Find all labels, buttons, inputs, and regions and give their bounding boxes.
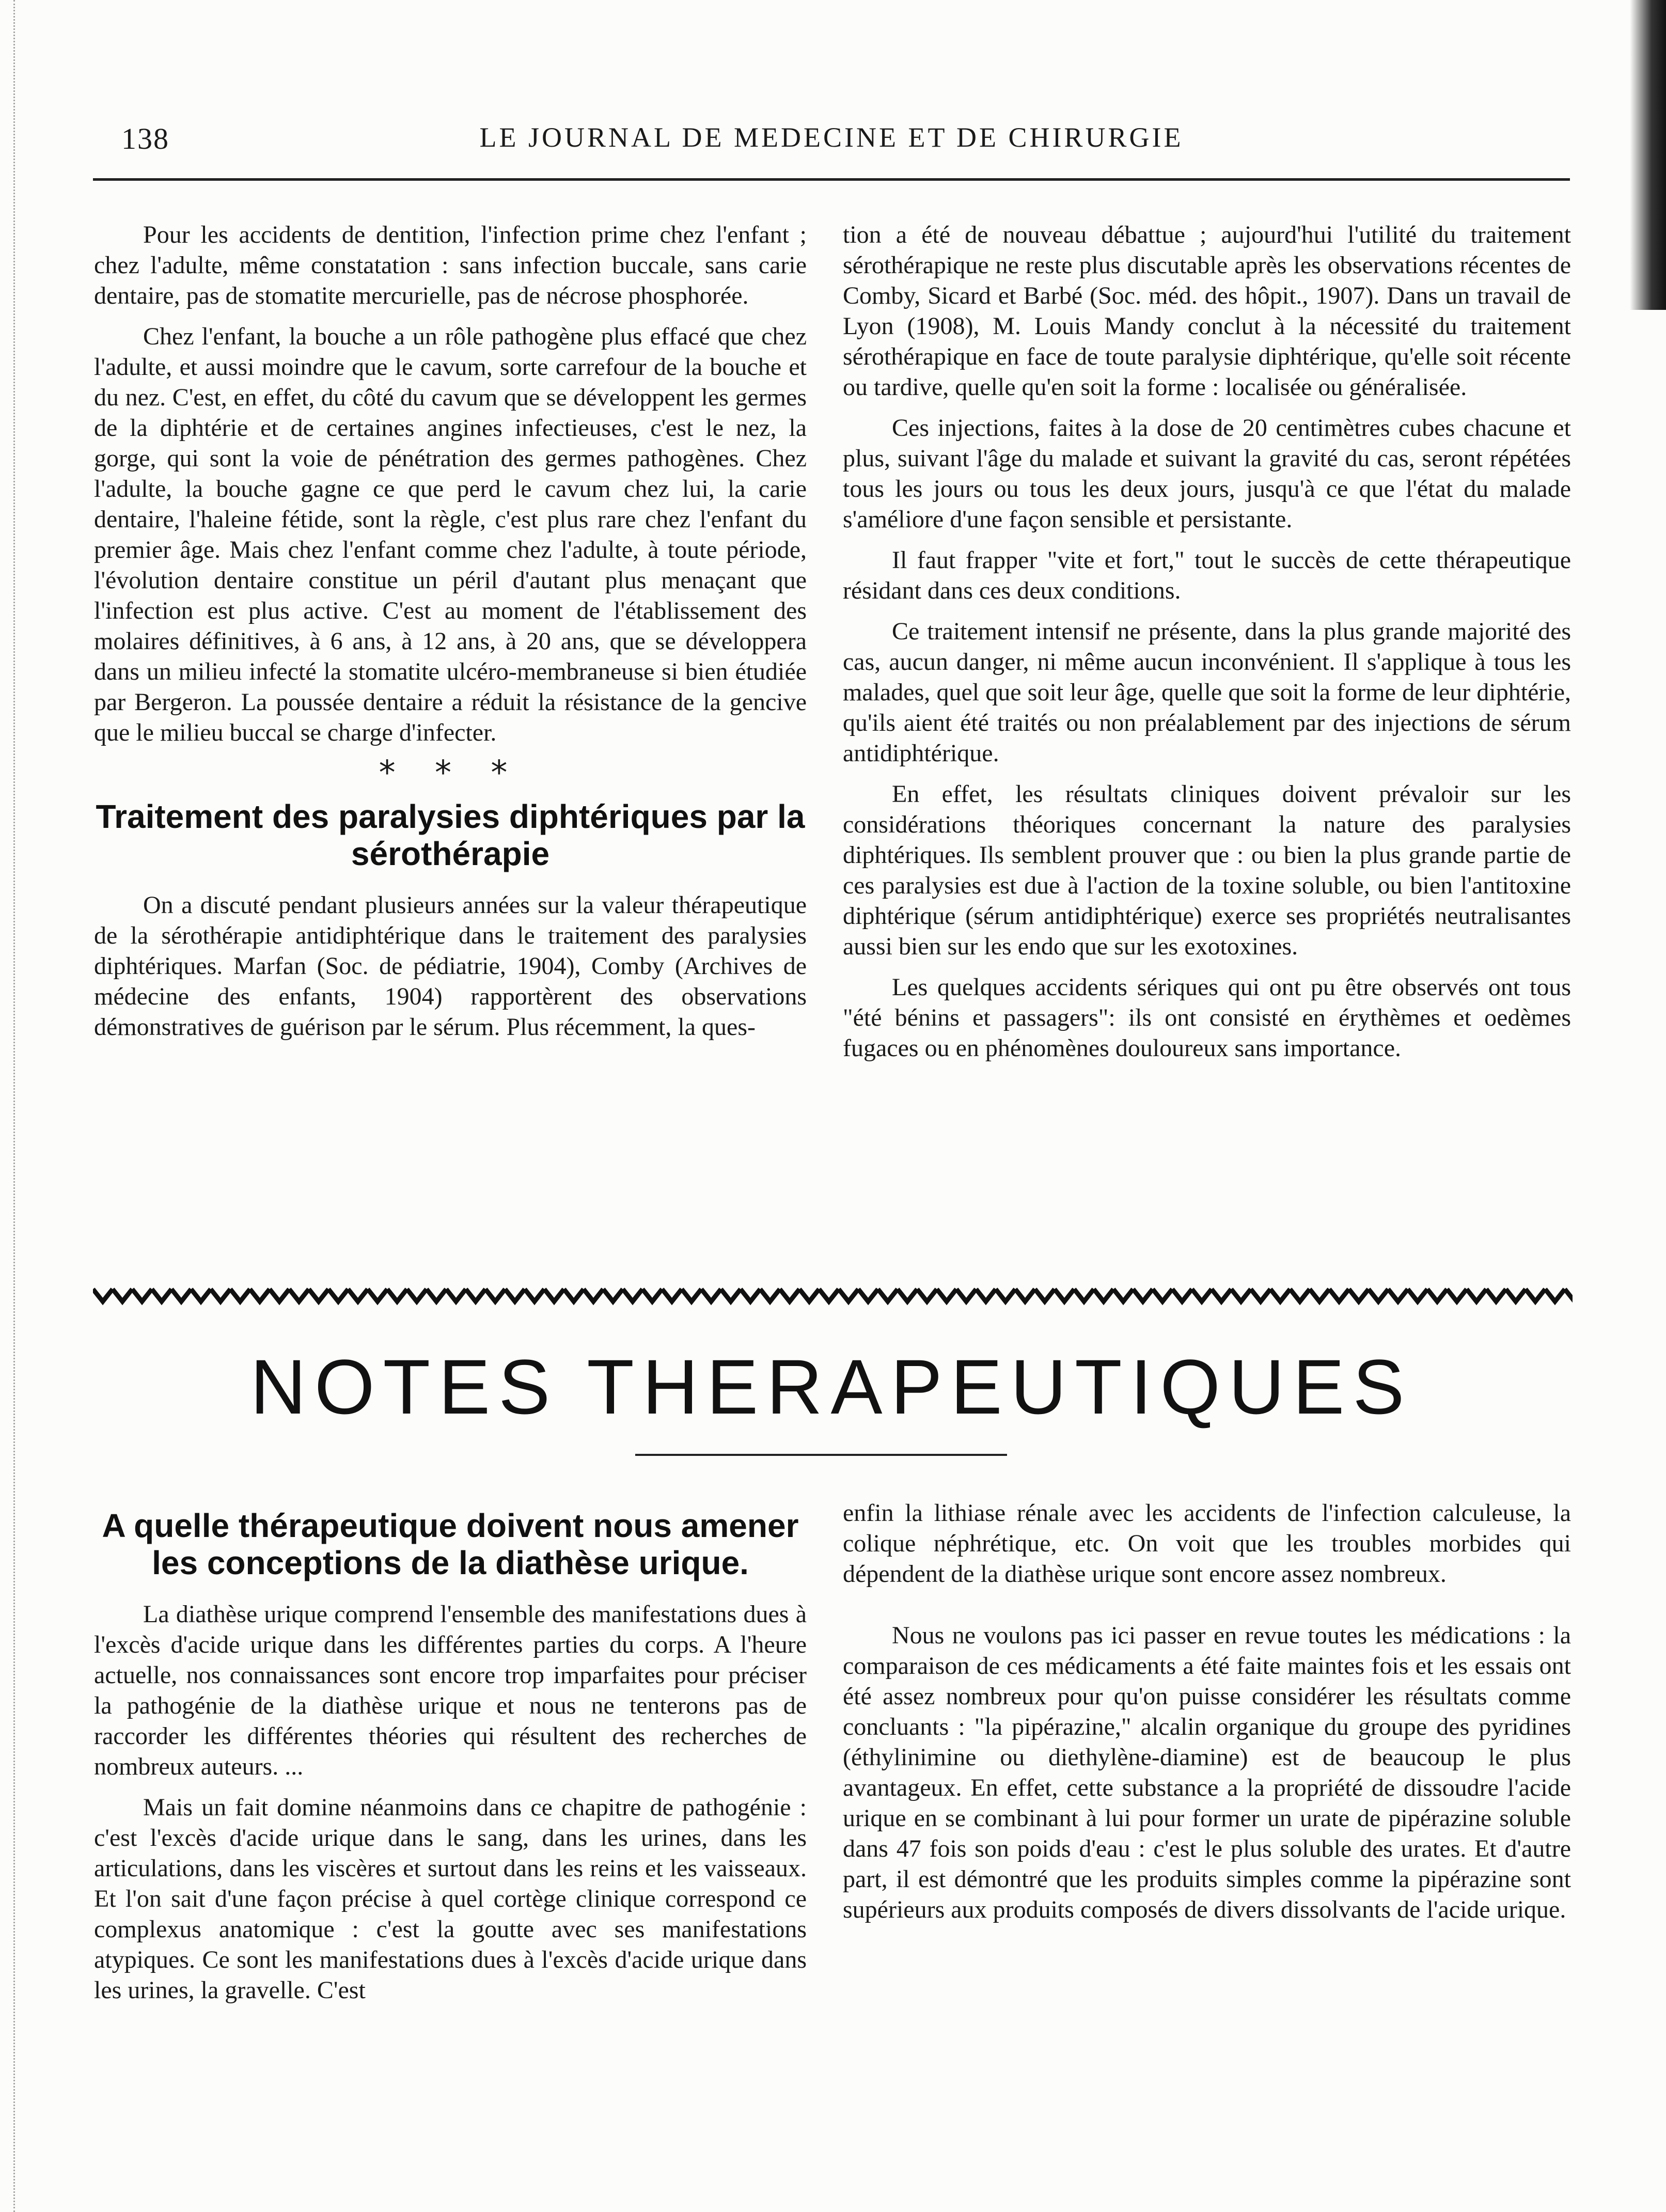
paragraph: La diathèse urique comprend l'ensemble des manifestations dues à l'excès d'acide urique dans les différentes parties du corps. A l'heure actuelle, nos connaissances sont encore trop imparfaites pour préciser la pathogénie de la diathèse urique et nous ne tenterons pas de raccorder les différentes théories qui résultent des recherches de nombreux auteurs. ... bbox=[94, 1601, 807, 1780]
paragraph: enfin la lithiase rénale avec les accidents de l'infection calculeuse, la colique néphrétique, etc. On voit que les troubles morbides qui dépendent de la diathèse urique sont encore assez nombreux. bbox=[843, 1499, 1571, 1588]
paragraph: En effet, les résultats cliniques doivent prévaloir sur les considérations théoriques concernant la nature des paralysies diphtériques. Ils semblent prouver que : ou bien la plus grande partie de ces paralysies est due à l'action de la toxine soluble, ou bien l'antitoxine diphtérique (sérum antidiphtérique) exerce ses propriétés neutralisantes aussi bien sur les endo que sur les exotoxines. bbox=[843, 780, 1571, 960]
article-heading: Traitement des paralysies diphtériques par la sérothérapie bbox=[96, 798, 805, 872]
paragraph: Les quelques accidents sériques qui ont pu être observés ont tous "été bénins et passagers": ils ont consisté en érythèmes et oedèmes fugaces ou en phénomènes douloureux sans importance. bbox=[843, 974, 1571, 1062]
section-title-rule bbox=[635, 1454, 1007, 1456]
top-right-column bbox=[843, 219, 1571, 1074]
header-rule bbox=[93, 178, 1570, 181]
article-heading: A quelle thérapeutique doivent nous amener les conceptions de la diathèse urique. bbox=[102, 1507, 799, 1581]
paragraph: Il faut frapper "vite et fort," tout le succès de cette thérapeutique résidant dans ces deux conditions. bbox=[843, 546, 1571, 604]
section-ornament: * * * bbox=[379, 754, 522, 792]
bottom-left-column bbox=[94, 1498, 807, 2016]
journal-title: LE JOURNAL DE MEDECINE ET DE CHIRURGIE bbox=[479, 122, 1184, 153]
paragraph: Chez l'enfant, la bouche a un rôle pathogène plus effacé que chez l'adulte, et aussi moindre que le cavum, sorte carrefour de la bouche et du nez. C'est, en effet, du côté du cavum que se développent les germes de la diphtérie et de certaines angines infectieuses, c'est le nez, la gorge, qui sont la voie de pénétration des germes pathogènes. Chez l'adulte, la bouche gagne ce que perd le cavum chez lui, la carie dentaire, l'haleine fétide, sont la règle, c'est plus rare chez l'enfant du premier âge. Mais chez l'enfant comme chez l'adulte, à toute période, l'évolution dentaire constitue un péril d'autant plus menaçant que l'infection est plus active. C'est au moment de l'établissement des molaires définitives, à 6 ans, à 12 ans, à 20 ans, que se développera dans un milieu infecté la stomatite ulcéro-membraneuse si bien étudiée par Bergeron. La poussée dentaire a réduit la résistance de la gencive que le milieu buccal se charge d'infecter. bbox=[94, 323, 807, 746]
paragraph: Mais un fait domine néanmoins dans ce chapitre de pathogénie : c'est l'excès d'acide urique dans le sang, dans les urines, dans les articulations, dans les viscères et surtout dans les reins et les vaisseaux. Et l'on sait d'une façon précise à quel cortège clinique correspond ce complexus anatomique : c'est la goutte avec ses manifestations atypiques. Ce sont les manifestations dues à l'excès d'acide urique dans les urines, la gravelle. C'est bbox=[94, 1794, 807, 2004]
paragraph: Nous ne voulons pas ici passer en revue toutes les médications : la comparaison de ces médicaments a été faite maintes fois et les essais ont été assez nombreux pour qu'on puisse considérer les résultats comme concluants : "la pipérazine," alcalin organique du groupe des pyridines (éthylinimine ou diethylène-diamine) est de beaucoup le plus avantageux. En effet, cette substance a la propriété de dissoudre l'acide urique en se combinant à lui pour former un urate de pipérazine soluble dans 47 fois son poids d'eau : c'est le plus soluble des urates. Et d'autre part, il est démontré que les produits simples comme la pipérazine sont supérieurs aux produits composés de divers dissolvants de l'acide urique. bbox=[843, 1622, 1571, 1923]
scan-edge-left bbox=[0, 0, 15, 2212]
paragraph: On a discuté pendant plusieurs années sur la valeur thérapeutique de la sérothérapie antidiphtérique dans le traitement des paralysies diphtériques. Marfan (Soc. de pédiatrie, 1904), Comby (Archives de médecine des enfants, 1904) rapportèrent des observations démonstratives de guérison par le sérum. Plus récemment, la ques- bbox=[94, 891, 807, 1041]
paragraph: tion a été de nouveau débattue ; aujourd'hui l'utilité du traitement sérothérapique ne reste plus discutable après les observations récentes de Comby, Sicard et Barbé (Soc. méd. des hôpit., 1907). Dans un travail de Lyon (1908), M. Louis Mandy conclut à la nécessité du traitement sérothérapique en face de toute paralysie diphtérique, qu'elle soit récente ou tardive, quelle qu'en soit la forme : localisée ou généralisée. bbox=[843, 221, 1571, 401]
paragraph: Ces injections, faites à la dose de 20 centimètres cubes chacune et plus, suivant l'âge du malade et suivant la gravité du cas, seront répétées tous les jours ou tous les deux jours, jusqu'à ce que l'état du malade s'améliore d'une façon sensible et persistante. bbox=[843, 414, 1571, 533]
page-number: 138 bbox=[121, 122, 169, 155]
bottom-right-column bbox=[843, 1498, 1571, 1935]
paragraph: Ce traitement intensif ne présente, dans la plus grande majorité des cas, aucun danger, ni même aucun inconvénient. Il s'applique à tous les malades, quel que soit leur âge, quelle que soit la forme de leur diphtérie, qu'ils aient été traités ou non préalablement par des injections de sérum antidiphtérique. bbox=[843, 618, 1571, 767]
section-title: NOTES THERAPEUTIQUES bbox=[250, 1343, 1413, 1430]
scan-edge-right bbox=[1630, 0, 1666, 310]
top-left-column bbox=[94, 219, 807, 1053]
running-header bbox=[93, 121, 1570, 158]
paragraph: Pour les accidents de dentition, l'infection prime chez l'enfant ; chez l'adulte, même constatation : sans infection buccale, sans carie dentaire, pas de stomatite mercurielle, pas de nécrose phosphorée. bbox=[94, 221, 807, 309]
zigzag-divider bbox=[93, 1285, 1573, 1306]
